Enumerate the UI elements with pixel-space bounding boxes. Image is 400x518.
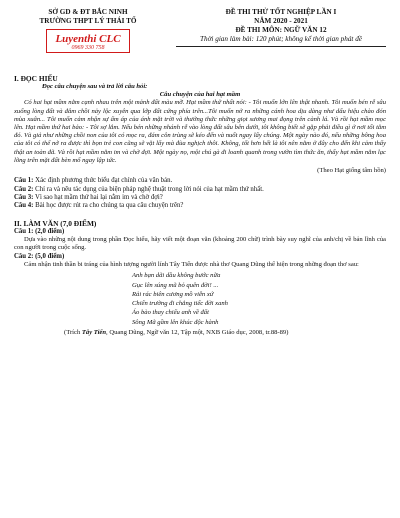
writing-q2-label: Câu 2: (5,0 điểm): [14, 252, 65, 260]
reading-heading: I. ĐỌC HIỂU: [14, 74, 58, 83]
question-label: Câu 2:: [14, 185, 34, 193]
question-label: Câu 3:: [14, 194, 34, 202]
question-item: [14, 202, 386, 210]
exam-year: NĂM 2020 - 2021: [254, 17, 308, 25]
writing-heading: II. LÀM VĂN (7,0 ĐIỂM): [14, 218, 97, 228]
citation-details: , Quang Dũng, Ngữ văn 12, Tập một, NXB Giáo dục, 2008, tr.88-89): [106, 329, 289, 337]
question-label: Câu 1:: [14, 177, 34, 185]
poem-line: Sông Mã gầm lên khúc độc hành: [132, 318, 219, 326]
poem-line: Gục lên súng mũ bỏ quên đời! ...: [132, 281, 219, 289]
poem-line: Anh bạn dãi dầu không bước nữa: [132, 272, 221, 280]
story-source: (Theo Hạt giống tâm hồn): [317, 167, 386, 175]
question-list: [14, 177, 386, 211]
question-item: [14, 177, 386, 185]
question-text: Bài học được rút ra cho chúng ta qua câu chuyện trên?: [35, 202, 184, 210]
citation-prefix: (Trích: [64, 329, 82, 337]
brand-logo: [46, 29, 129, 53]
question-label: Câu 4:: [14, 202, 34, 210]
poem-citation: [14, 329, 386, 337]
poem-excerpt: [14, 271, 386, 327]
poem-line: Áo bào thay chiếu anh về đất: [132, 309, 209, 317]
question-text: Chỉ ra và nêu tác dụng của biện pháp nghệ thuật trong lời nói của hạt mầm thứ nhất.: [35, 185, 264, 193]
story-title: Câu chuyện của hai hạt mầm: [159, 91, 241, 99]
question-text: Vì sao hạt mầm thứ hai lại nằm im và chờ đợi?: [35, 194, 163, 202]
department-name: SỞ GD & ĐT BẮC NINH: [48, 8, 128, 16]
question-item: [14, 186, 386, 194]
writing-q1-label: Câu 1: (2,0 điểm): [14, 227, 65, 235]
question-text: Xác định phương thức biểu đạt chính của văn bản.: [35, 177, 173, 185]
brand-phone: 0969 330 758: [71, 45, 105, 51]
exam-title-block: [176, 8, 386, 54]
citation-title: Tây Tiến: [81, 329, 107, 337]
reading-instruction: Đọc câu chuyện sau và trả lời câu hỏi:: [42, 83, 148, 90]
school-name: TRƯỜNG THPT LÝ THÁI TỔ: [39, 17, 137, 25]
poem-line: Rải rác biên cương mồ viễn xứ: [132, 290, 214, 298]
writing-q2-text: Cảm nhận tinh thần bi tráng của hình tượng người lính Tây Tiến được nhà thơ Quang Dũng thể hiện trong những đoạn thơ sau:: [24, 261, 359, 269]
school-block: [14, 8, 162, 54]
exam-title: ĐỀ THI THỬ TỐT NGHIỆP LẦN I: [225, 8, 337, 16]
poem-line: Chiến trường đi chẳng tiếc đời xanh: [132, 300, 228, 308]
exam-duration: Thời gian làm bài: 120 phút; không kể thời gian phát đề: [200, 35, 362, 43]
story-text: Có hai hạt mầm nằm cạnh nhau trên một mảnh đất màu mỡ. Hạt mầm thứ nhất nói: - Tôi muốn lớn lên thật nhanh. Tôi muốn bén rễ sâu xuống lòng đất và đâm chồi nảy lộc xuyên qua lớp đất cứng phía trên...Tôi muốn nở ra những cánh hoa dịu dàng như dấu hiệu chào đón mùa xuân... Tôi muốn cảm nhận sự ấm áp của ánh mặt trời và thưởng thức những giọt sương mai đọng trên cành lá. Và rồi hạt mầm mọc lên. Hạt mầm thứ hai bảo: - Tôi sợ lắm. Nếu bén những nhánh rễ vào lòng đất sâu bên dưới, tôi không biết sẽ gặp phải điều gì ở nơi tối tăm đó. Và giả như những chồi non của tôi có mọc ra, đám côn trùng sẽ kéo đến và nuốt ngay lấy chúng. Một ngày nào đó, nếu những bông hoa của tôi có thể nở ra được thì bọn trẻ con cũng sẽ vặt lấy mà đùa nghịch thôi. Không, tốt hơn hết là tôi nên nằm ở đây cho đến khi cảm thấy thật an toàn đã. Và rồi hạt mầm nằm im và chờ đợi. Một ngày nọ, một chú gà đi loanh quanh trong vườn tìm thức ăn, thấy hạt mầm nằm lạc lõng trên mặt đất bèn mổ ngay lập tức.: [14, 99, 386, 164]
brand-name: Luyenthi CLC: [55, 33, 121, 45]
exam-subject: ĐỀ THI MÔN: NGỮ VĂN 12: [235, 26, 327, 34]
question-item: [14, 194, 386, 202]
header-divider: [176, 46, 386, 47]
exam-header: [14, 8, 386, 54]
writing-q1-text: Dựa vào những nội dung trong phần Đọc hiểu, hãy viết một đoạn văn (khoảng 200 chữ) trình bày suy nghĩ của anh/chị về bản lĩnh của con người trong cuộc sống.: [14, 236, 386, 252]
